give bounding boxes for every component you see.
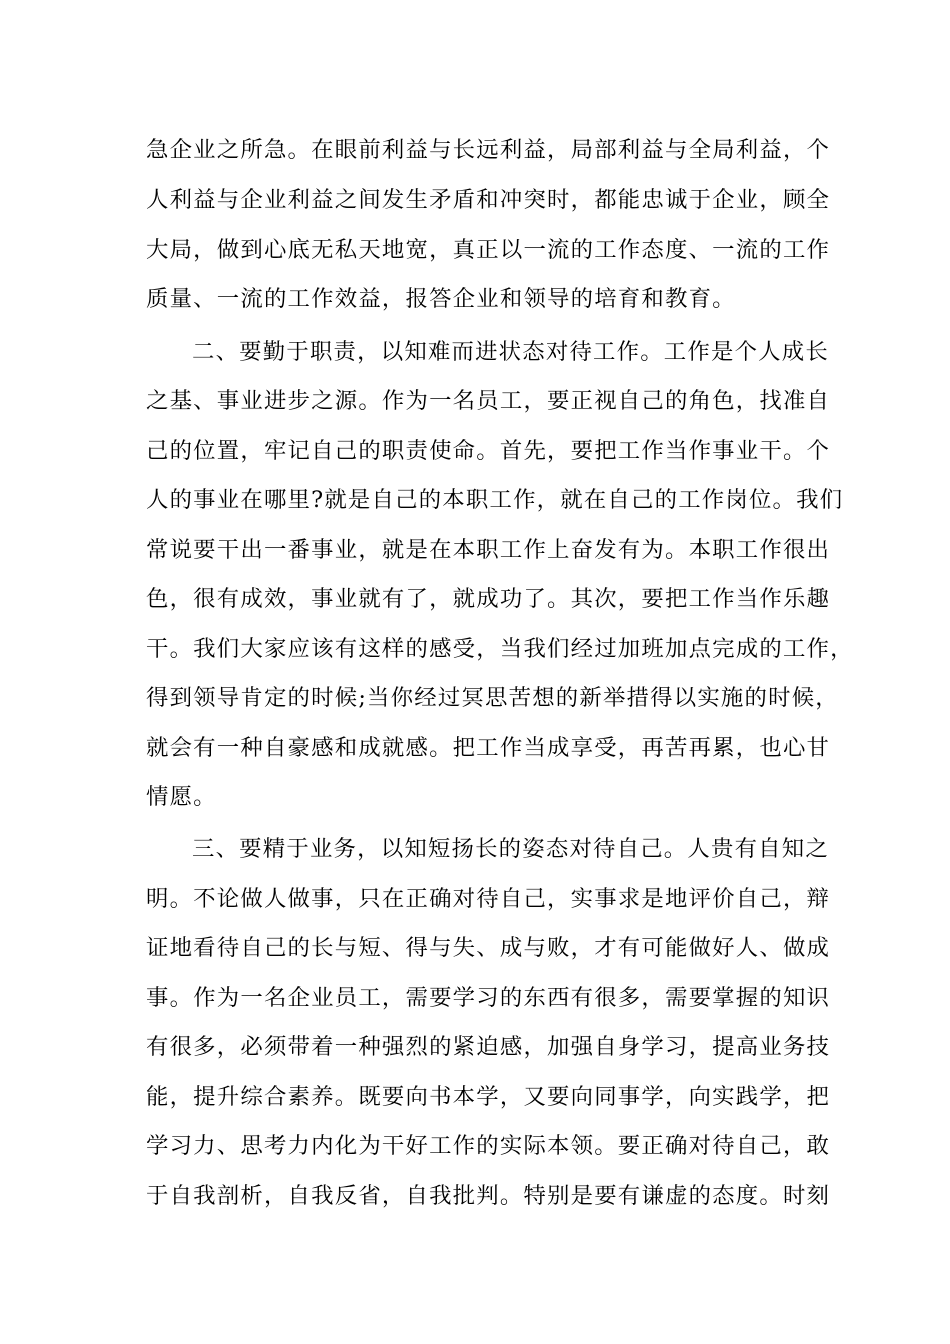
text-line: 情愿。 xyxy=(146,784,217,810)
text-line: 得到领导肯定的时候;当你经过冥思苦想的新举措得以实施的时候， xyxy=(146,685,839,711)
paragraph-first-line: 三、要精于业务，以知短扬长的姿态对待自己。人贵有自知之 xyxy=(192,836,829,862)
text-line: 大局，做到心底无私天地宽，真正以一流的工作态度、一流的工作 xyxy=(146,237,831,263)
text-line: 质量、一流的工作效益，报答企业和领导的培育和教育。 xyxy=(146,286,736,312)
text-line: 有很多，必须带着一种强烈的紧迫感，加强自身学习，提高业务技 xyxy=(146,1034,831,1060)
text-line: 人的事业在哪里?就是自己的本职工作，就在自己的工作岗位。我们 xyxy=(146,487,844,513)
text-line: 能，提升综合素养。既要向书本学，又要向同事学，向实践学，把 xyxy=(146,1084,831,1110)
text-line: 就会有一种自豪感和成就感。把工作当成享受，再苦再累，也心甘 xyxy=(146,735,831,761)
text-line: 事。作为一名企业员工，需要学习的东西有很多，需要掌握的知识 xyxy=(146,985,831,1011)
text-line: 常说要干出一番事业，就是在本职工作上奋发有为。本职工作很出 xyxy=(146,537,831,563)
text-line: 急企业之所急。在眼前利益与长远利益，局部利益与全局利益，个 xyxy=(146,137,831,163)
paragraph-first-line: 二、要勤于职责，以知难而进状态对待工作。工作是个人成长 xyxy=(192,339,829,365)
text-line: 干。我们大家应该有这样的感受，当我们经过加班加点完成的工作， xyxy=(146,636,854,662)
text-line: 学习力、思考力内化为干好工作的实际本领。要正确对待自己，敢 xyxy=(146,1133,831,1159)
text-line: 己的位置，牢记自己的职责使命。首先，要把工作当作事业干。个 xyxy=(146,438,831,464)
text-line: 人利益与企业利益之间发生矛盾和冲突时，都能忠诚于企业，顾全 xyxy=(146,187,831,213)
text-line: 之基、事业进步之源。作为一名员工，要正视自己的角色，找准自 xyxy=(146,388,831,414)
text-line: 于自我剖析，自我反省，自我批判。特别是要有谦虚的态度。时刻 xyxy=(146,1183,831,1209)
text-line: 明。不论做人做事，只在正确对待自己，实事求是地评价自己，辩 xyxy=(146,886,831,912)
text-line: 证地看待自己的长与短、得与失、成与败，才有可能做好人、做成 xyxy=(146,935,831,961)
text-line: 色，很有成效，事业就有了，就成功了。其次，要把工作当作乐趣 xyxy=(146,586,831,612)
